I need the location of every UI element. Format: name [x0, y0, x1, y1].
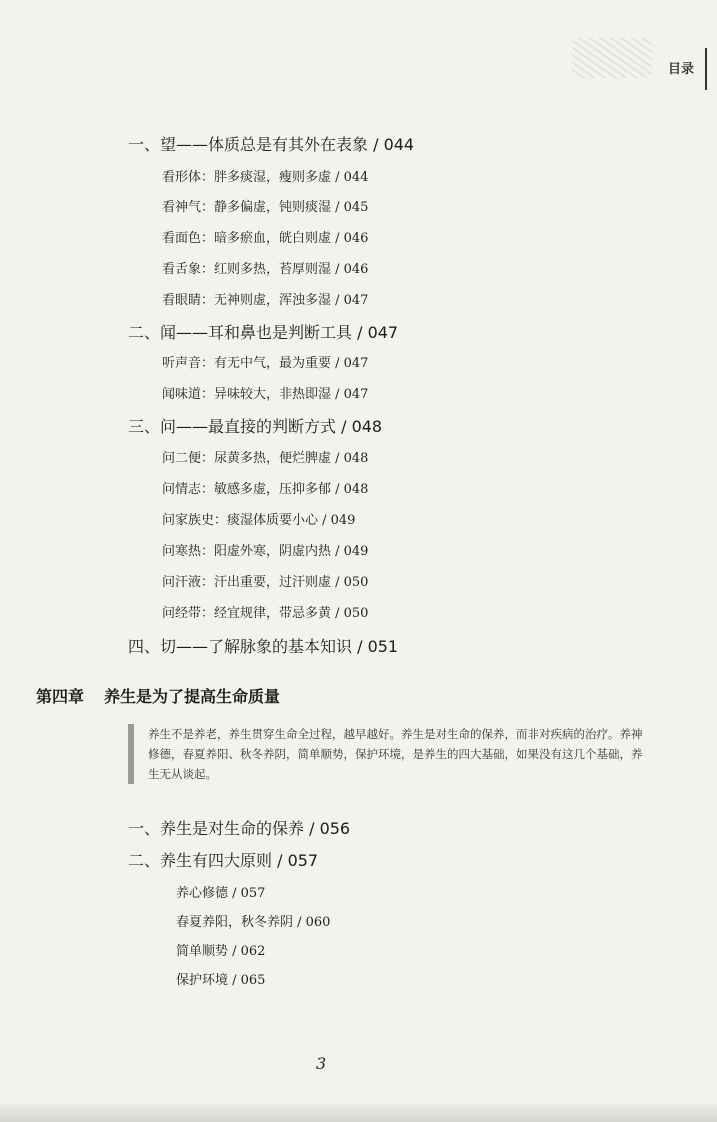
header-watermark	[572, 38, 652, 78]
toc-section-principles[interactable]: 二、养生有四大原则 / 057	[128, 851, 319, 870]
toc-subentry[interactable]: 听声音：有无中气，最为重要 / 047	[162, 356, 369, 371]
chapter-heading[interactable]	[36, 684, 280, 707]
toc-subentry[interactable]: 看形体：胖多痰湿，瘦则多虚 / 044	[162, 170, 369, 185]
toc-subentry[interactable]: 看面色：暗多瘀血，㿠白则虚 / 046	[162, 231, 369, 246]
toc-subentry[interactable]: 问汗液：汗出重要，过汗则虚 / 050	[162, 575, 369, 590]
toc-subentry[interactable]: 问二便：尿黄多热，便烂脾虚 / 048	[162, 451, 369, 466]
toc-subentry[interactable]: 问情志：敏感多虚，压抑多郁 / 048	[162, 482, 369, 497]
toc-subentry[interactable]: 闻味道：异味较大，非热即湿 / 047	[162, 387, 369, 402]
toc-subentry[interactable]: 看舌象：红则多热，苔厚则湿 / 046	[162, 262, 369, 277]
toc-subentry[interactable]: 看眼睛：无神则虚，浑浊多湿 / 047	[162, 293, 369, 308]
toc-subentry[interactable]: 保护环境 / 065	[176, 973, 266, 988]
running-header: 目录	[668, 62, 695, 77]
toc-subentry[interactable]: 养心修德 / 057	[176, 886, 266, 901]
toc-section-look[interactable]: 一、望——体质总是有其外在表象 / 044	[128, 135, 415, 154]
toc-section-life[interactable]: 一、养生是对生命的保养 / 056	[128, 819, 351, 838]
chapter-number: 第四章	[36, 687, 85, 706]
toc-section-listen[interactable]: 二、闻——耳和鼻也是判断工具 / 047	[128, 323, 399, 342]
toc-section-ask[interactable]: 三、问——最直接的判断方式 / 048	[128, 417, 383, 436]
toc-subentry[interactable]: 问家族史：痰湿体质要小心 / 049	[162, 513, 356, 528]
toc-subentry[interactable]: 问经带：经宜规律，带忌多黄 / 050	[162, 606, 369, 621]
chapter-intro: 养生不是养老，养生贯穿生命全过程，越早越好。养生是对生命的保养，而非对疾病的治疗。养神修德，春夏养阳、秋冬养阴，简单顺势，保护环境，是养生的四大基础，如果没有这几个基础，养生无从谈起。	[128, 724, 648, 784]
toc-section-pulse[interactable]: 四、切——了解脉象的基本知识 / 051	[128, 637, 399, 656]
page-bottom-edge	[0, 1104, 717, 1122]
toc-subentry[interactable]: 简单顺势 / 062	[176, 944, 266, 959]
page-number: 3	[316, 1054, 327, 1073]
toc-subentry[interactable]: 问寒热：阳虚外寒，阴虚内热 / 049	[162, 544, 369, 559]
toc-subentry[interactable]: 春夏养阳，秋冬养阴 / 060	[176, 915, 331, 930]
toc-subentry[interactable]: 看神气：静多偏虚，钝则痰湿 / 045	[162, 200, 369, 215]
header-rule	[705, 48, 707, 90]
chapter-title: 养生是为了提高生命质量	[104, 687, 281, 706]
